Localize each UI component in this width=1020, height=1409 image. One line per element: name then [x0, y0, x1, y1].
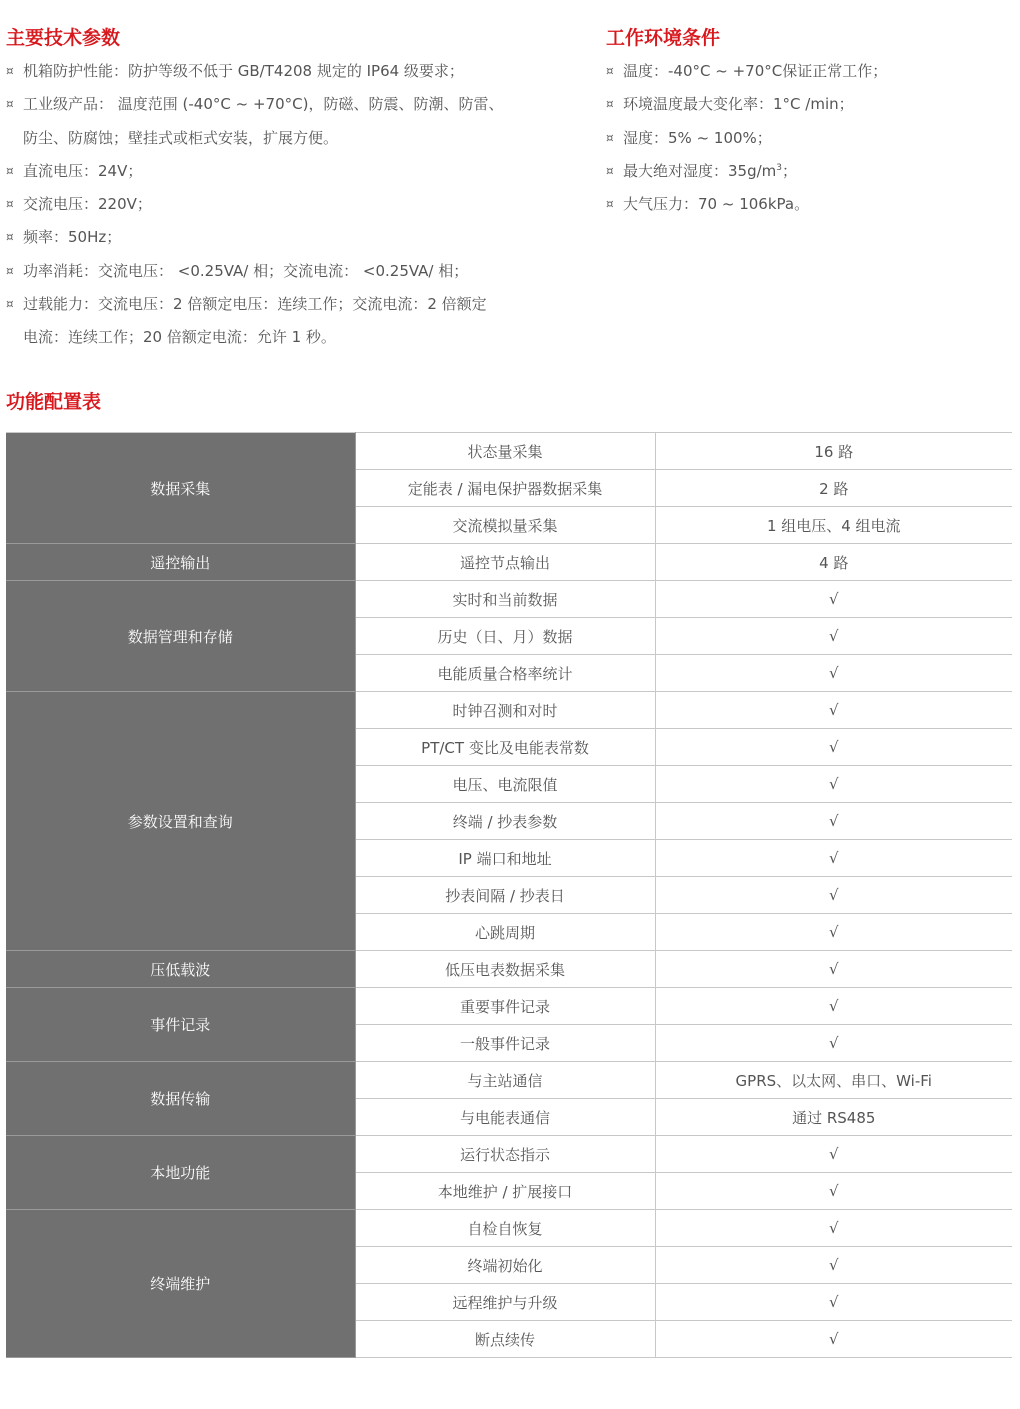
feature-cell: 重要事件记录	[355, 988, 655, 1025]
category-cell: 本地功能	[6, 1136, 355, 1210]
bullet-icon: ¤	[6, 197, 14, 212]
tech-param-text: 交流电压：220V；	[23, 195, 152, 214]
feature-cell: 运行状态指示	[355, 1136, 655, 1173]
bullet-icon: ¤	[6, 64, 14, 78]
bullet-icon: ¤	[6, 297, 14, 312]
bullet-icon: ¤	[6, 230, 14, 245]
env-condition-tail: ；	[782, 161, 798, 180]
value-cell: √	[655, 581, 1012, 618]
table-row	[6, 433, 1012, 470]
tech-param-item	[6, 255, 586, 288]
tech-param-text: 频率：50Hz；	[23, 228, 122, 247]
category-cell: 数据采集	[6, 433, 355, 544]
tech-param-item	[6, 221, 586, 254]
table-row	[6, 1210, 1012, 1247]
table-row	[6, 988, 1012, 1025]
value-cell: 2 路	[655, 470, 1012, 507]
value-cell: GPRS、以太网、串口、Wi-Fi	[655, 1062, 1012, 1099]
feature-cell: PT/CT 变比及电能表常数	[355, 729, 655, 766]
value-cell: √	[655, 877, 1012, 914]
category-cell: 压低载波	[6, 951, 355, 988]
value-cell: √	[655, 951, 1012, 988]
feature-cell: 与电能表通信	[355, 1099, 655, 1136]
table-row	[6, 692, 1012, 729]
function-config-table	[6, 432, 1012, 1358]
feature-cell: 交流模拟量采集	[355, 507, 655, 544]
tech-param-text: 直流电压：24V；	[23, 161, 143, 180]
feature-cell: 与主站通信	[355, 1062, 655, 1099]
value-cell: √	[655, 840, 1012, 877]
tech-param-item	[6, 288, 586, 355]
feature-cell: 一般事件记录	[355, 1025, 655, 1062]
env-condition-item	[606, 55, 1006, 88]
env-condition-item	[606, 188, 1006, 221]
value-cell: 通过 RS485	[655, 1099, 1012, 1136]
env-condition-text: 湿度：5% ~ 100%；	[623, 128, 772, 147]
value-cell: √	[655, 1025, 1012, 1062]
feature-cell: 抄表间隔 / 抄表日	[355, 877, 655, 914]
value-cell: √	[655, 766, 1012, 803]
value-cell: 16 路	[655, 433, 1012, 470]
category-cell: 终端维护	[6, 1210, 355, 1358]
category-cell: 数据传输	[6, 1062, 355, 1136]
feature-cell: 自检自恢复	[355, 1210, 655, 1247]
value-cell: √	[655, 618, 1012, 655]
bullet-icon: ¤	[606, 97, 614, 112]
table-row	[6, 1062, 1012, 1099]
feature-cell: 低压电表数据采集	[355, 951, 655, 988]
feature-cell: 电能质量合格率统计	[355, 655, 655, 692]
tech-params-list	[6, 55, 586, 355]
value-cell: √	[655, 692, 1012, 729]
feature-cell: 远程维护与升级	[355, 1284, 655, 1321]
feature-cell: 本地维护 / 扩展接口	[355, 1173, 655, 1210]
env-condition-item	[606, 122, 1006, 155]
value-cell: √	[655, 1247, 1012, 1284]
feature-cell: 心跳周期	[355, 914, 655, 951]
feature-cell: IP 端口和地址	[355, 840, 655, 877]
tech-param-item	[6, 155, 586, 188]
bullet-icon: ¤	[6, 263, 14, 278]
tech-param-item	[6, 88, 586, 155]
feature-cell: 状态量采集	[355, 433, 655, 470]
value-cell: 4 路	[655, 544, 1012, 581]
env-condition-text: 最大绝对湿度：35g/m	[623, 161, 777, 180]
value-cell: √	[655, 803, 1012, 840]
table-row	[6, 951, 1012, 988]
tech-param-item	[6, 188, 586, 221]
feature-cell: 断点续传	[355, 1321, 655, 1358]
tech-param-text: 工业级产品： 温度范围 (-40°C ~ +70°C)，防磁、防震、防潮、防雷、	[23, 95, 504, 114]
table-row	[6, 1136, 1012, 1173]
env-condition-item	[606, 88, 1006, 121]
env-conditions-title: 工作环境条件	[606, 27, 721, 49]
feature-cell: 时钟召测和对时	[355, 692, 655, 729]
value-cell: 1 组电压、4 组电流	[655, 507, 1012, 544]
table-row	[6, 581, 1012, 618]
value-cell: √	[655, 1136, 1012, 1173]
env-condition-text: 温度：-40°C ~ +70°C保证正常工作；	[623, 62, 888, 80]
category-cell: 数据管理和存储	[6, 581, 355, 692]
tech-param-text: 电流：连续工作；20 倍额定电流：允许 1 秒。	[23, 328, 336, 347]
tech-param-text: 过载能力：交流电压：2 倍额定电压：连续工作；交流电流：2 倍额定	[23, 295, 487, 314]
feature-cell: 遥控节点输出	[355, 544, 655, 581]
function-table-title: 功能配置表	[6, 391, 102, 413]
env-conditions-list	[606, 55, 1006, 221]
feature-cell: 历史（日、月）数据	[355, 618, 655, 655]
feature-cell: 终端 / 抄表参数	[355, 803, 655, 840]
category-cell: 事件记录	[6, 988, 355, 1062]
value-cell: √	[655, 1321, 1012, 1358]
table-row	[6, 544, 1012, 581]
bullet-icon: ¤	[606, 197, 614, 212]
value-cell: √	[655, 914, 1012, 951]
bullet-icon: ¤	[6, 97, 14, 112]
tech-param-text: 机箱防护性能：防护等级不低于 GB/T4208 规定的 IP64 级要求；	[23, 62, 464, 80]
value-cell: √	[655, 1284, 1012, 1321]
category-cell: 参数设置和查询	[6, 692, 355, 951]
feature-cell: 电压、电流限值	[355, 766, 655, 803]
tech-param-item	[6, 55, 586, 88]
value-cell: √	[655, 1173, 1012, 1210]
env-condition-item	[606, 155, 1006, 188]
bullet-icon: ¤	[6, 163, 14, 178]
feature-cell: 定能表 / 漏电保护器数据采集	[355, 470, 655, 507]
tech-param-text: 防尘、防腐蚀；壁挂式或柜式安装，扩展方便。	[23, 128, 339, 147]
value-cell: √	[655, 655, 1012, 692]
feature-cell: 实时和当前数据	[355, 581, 655, 618]
env-condition-text: 大气压力：70 ~ 106kPa。	[623, 195, 810, 214]
category-cell: 遥控输出	[6, 544, 355, 581]
value-cell: √	[655, 1210, 1012, 1247]
bullet-icon: ¤	[606, 163, 614, 178]
superscript: 3	[776, 162, 783, 173]
bullet-icon: ¤	[606, 64, 614, 78]
bullet-icon: ¤	[606, 130, 614, 145]
tech-param-text: 功率消耗：交流电压： <0.25VA/ 相；交流电流： <0.25VA/ 相；	[23, 261, 469, 280]
tech-params-title: 主要技术参数	[6, 27, 121, 49]
env-condition-text: 环境温度最大变化率：1°C /min；	[623, 95, 854, 114]
feature-cell: 终端初始化	[355, 1247, 655, 1284]
value-cell: √	[655, 988, 1012, 1025]
value-cell: √	[655, 729, 1012, 766]
